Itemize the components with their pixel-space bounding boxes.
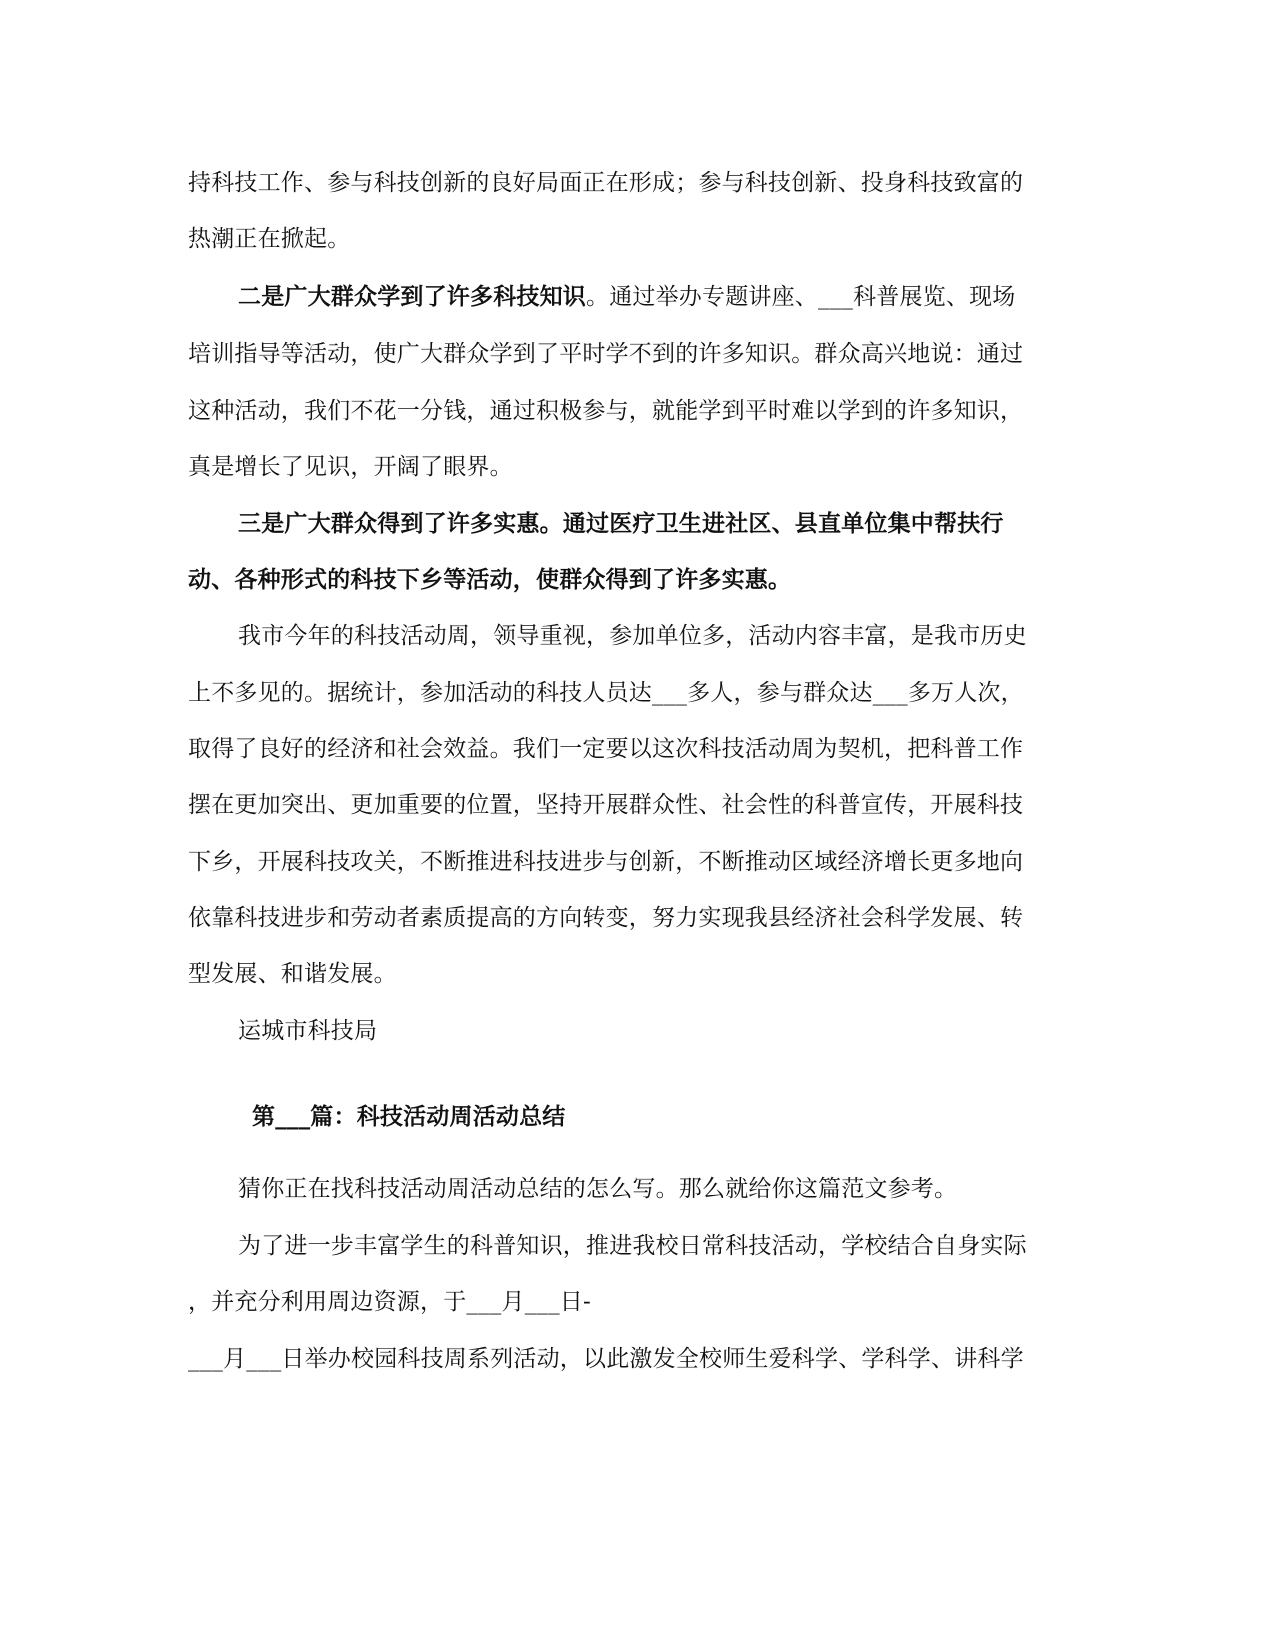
paragraph-line: [188, 903, 1023, 933]
text-run: 猜你正在找科技活动周活动总结的怎么写。那么就给你这篇范文参考。: [238, 1176, 958, 1202]
text-run: 我市今年的科技活动周，领导重视，参加单位多，活动内容丰富，是我市历史: [238, 623, 1027, 649]
paragraph-line: [238, 1174, 957, 1204]
paragraph-line: [238, 282, 1016, 312]
section-heading-text: 第___篇：科技活动周活动总结: [252, 1103, 566, 1130]
text-run: 真是增长了见识，开阔了眼界。: [188, 454, 513, 480]
paragraph-line: [188, 734, 1023, 764]
text-run: 热潮正在掀起。: [188, 226, 351, 252]
paragraph-line: [188, 565, 791, 595]
paragraph-line: [188, 678, 1024, 708]
paragraph-line: [188, 396, 1023, 426]
bold-lead-text: 三是广大群众得到了许多实惠。通过医疗卫生进社区、县直单位集中帮扶行: [238, 510, 1004, 537]
section-heading: [252, 1102, 566, 1132]
text-run: 为了进一步丰富学生的科普知识，推进我校日常科技活动，学校结合自身实际: [238, 1233, 1027, 1259]
paragraph-line: [188, 339, 1023, 369]
paragraph-line: [188, 847, 1023, 877]
text-run: 依靠科技进步和劳动者素质提高的方向转变，努力实现我县经济社会科学发展、转: [188, 905, 1024, 931]
paragraph-line: [188, 1287, 591, 1317]
paragraph-line: [188, 224, 350, 254]
text-run: 这种活动，我们不花一分钱，通过积极参与，就能学到平时难以学到的许多知识，: [188, 398, 1024, 424]
text-run: 型发展、和谐发展。: [188, 961, 397, 987]
signature-line: [238, 1016, 377, 1046]
text-run: 。通过举办专题讲座、___科普展览、现场: [586, 284, 1016, 310]
bold-lead-text: 二是广大群众学到了许多科技知识: [238, 283, 586, 310]
text-run: 培训指导等活动，使广大群众学到了平时学不到的许多知识。群众高兴地说：通过: [188, 341, 1024, 367]
text-run: 上不多见的。据统计，参加活动的科技人员达___多人，参与群众达___多万人次，: [188, 680, 1024, 706]
paragraph-line: [188, 168, 1023, 198]
signature-text: 运城市科技局: [238, 1018, 378, 1044]
text-run: ___月___日举办校园科技周系列活动，以此激发全校师生爱科学、学科学、讲科学: [188, 1346, 1024, 1372]
text-run: 持科技工作、参与科技创新的良好局面正在形成；参与科技创新、投身科技致富的: [188, 170, 1024, 196]
text-run: 下乡，开展科技攻关，不断推进科技进步与创新，不断推动区域经济增长更多地向: [188, 849, 1024, 875]
text-run: 取得了良好的经济和社会效益。我们一定要以这次科技活动周为契机，把科普工作: [188, 736, 1024, 762]
paragraph-line: [188, 452, 513, 482]
paragraph-line: [188, 1344, 1024, 1374]
paragraph-line: [188, 959, 397, 989]
paragraph-line: [188, 790, 1023, 820]
text-run: ，并充分利用周边资源，于___月___日-: [188, 1289, 591, 1315]
text-run: 摆在更加突出、更加重要的位置，坚持开展群众性、社会性的科普宣传，开展科技: [188, 792, 1024, 818]
paragraph-line: [238, 1231, 1027, 1261]
bold-lead-text: 动、各种形式的科技下乡等活动，使群众得到了许多实惠。: [188, 566, 792, 593]
paragraph-line: [238, 621, 1027, 651]
paragraph-line: [238, 509, 1004, 539]
